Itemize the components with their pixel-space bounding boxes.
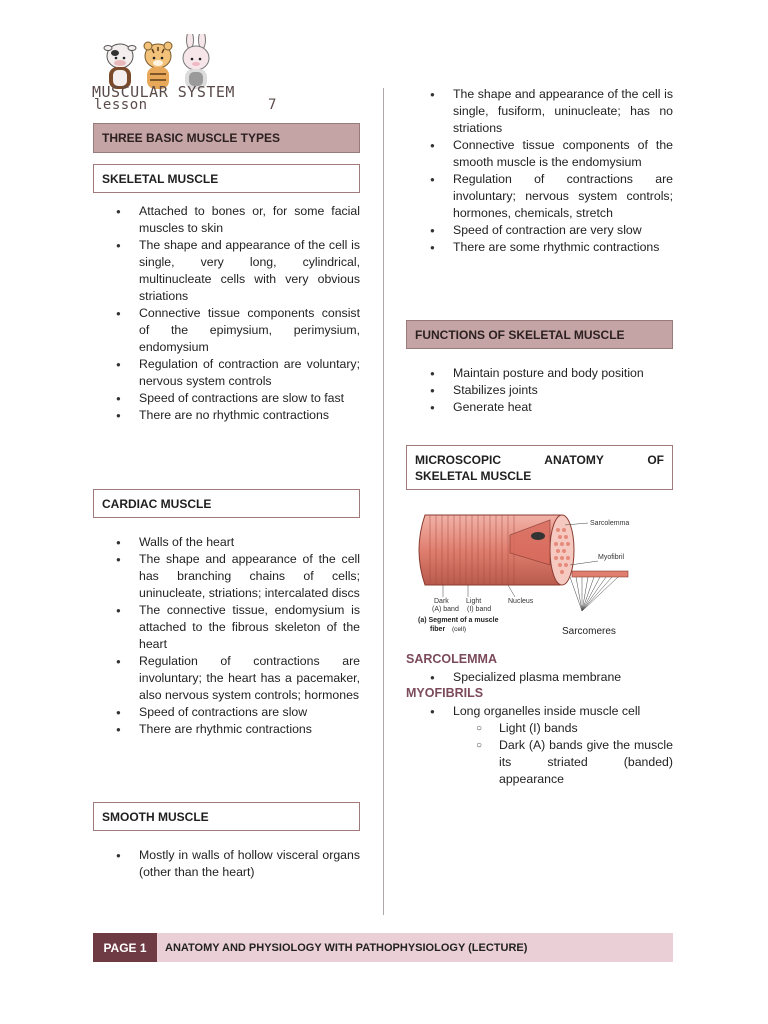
list-item: ● Specialized plasma membrane bbox=[453, 669, 673, 686]
label-myofibril: Myofibril bbox=[598, 554, 625, 561]
list-item: ● Connective tissue components consist of the epimysium, perimysium, endomysium bbox=[139, 305, 360, 356]
list-item: ● Long organelles inside muscle cell bbox=[453, 703, 673, 720]
label-sarcomeres: Sarcomeres bbox=[562, 626, 616, 637]
list-item: ● There are no rhythmic contractions bbox=[139, 407, 360, 424]
myofibrils-sublist bbox=[499, 720, 673, 788]
list-item: ● There are some rhythmic contractions bbox=[453, 239, 673, 256]
lesson-number: 7 bbox=[268, 97, 277, 113]
label-light: Light bbox=[466, 598, 482, 605]
muscle-fiber-figure bbox=[410, 505, 650, 640]
list-item: ○ Dark (A) bands give the muscle its striated (banded) appearance bbox=[499, 737, 673, 788]
list-item: ● The shape and appearance of the cell is single, fusiform, uninucleate; has no striations bbox=[453, 86, 673, 137]
sarcolemma-list bbox=[453, 669, 673, 686]
microscopic-anatomy-line2: SKELETAL MUSCLE bbox=[415, 468, 532, 483]
page-title: MUSCULAR SYSTEM bbox=[92, 83, 235, 101]
cardiac-muscle-heading: CARDIAC MUSCLE bbox=[93, 489, 360, 518]
smooth-muscle-list bbox=[139, 847, 360, 881]
list-item: ● Stabilizes joints bbox=[453, 382, 673, 399]
functions-heading: FUNCTIONS OF SKELETAL MUSCLE bbox=[406, 320, 673, 349]
figure-caption-fiber: fiber bbox=[430, 626, 446, 633]
heading-line1: MICROSCOPIC ANATOMY OF bbox=[415, 452, 664, 467]
list-item: ○ Light (I) bands bbox=[499, 720, 673, 737]
lesson-label: lesson bbox=[94, 97, 148, 113]
label-nucleus: Nucleus bbox=[508, 598, 534, 605]
list-item: ● Regulation of contractions are involuntary; the heart has a pacemaker, also nervous system controls; hormones bbox=[139, 653, 360, 704]
muscle-fiber-illustration bbox=[410, 505, 650, 640]
column-divider bbox=[383, 88, 384, 915]
list-item: ● There are rhythmic contractions bbox=[139, 721, 360, 738]
functions-list bbox=[453, 365, 673, 416]
list-item: ● Speed of contraction are very slow bbox=[453, 222, 673, 239]
microscopic-anatomy-line1 bbox=[415, 452, 664, 468]
list-item: ● Speed of contractions are slow bbox=[139, 704, 360, 721]
page-number-badge: PAGE 1 bbox=[93, 933, 157, 962]
list-item: ● Maintain posture and body position bbox=[453, 365, 673, 382]
course-title-bar: ANATOMY AND PHYSIOLOGY WITH PATHOPHYSIOLOGY (LECTURE) bbox=[157, 933, 673, 962]
label-dark-band: (A) band bbox=[432, 606, 459, 613]
myofibrils-heading: MYOFIBRILS bbox=[406, 686, 484, 700]
figure-caption-cell: (cell) bbox=[452, 626, 467, 633]
skeletal-muscle-heading: SKELETAL MUSCLE bbox=[93, 164, 360, 193]
three-basic-types-heading: THREE BASIC MUSCLE TYPES bbox=[93, 123, 360, 153]
skeletal-muscle-list bbox=[139, 203, 360, 424]
list-item: ● The shape and appearance of the cell has branching chains of cells; uninucleate, striations; intercalated discs bbox=[139, 551, 360, 602]
label-dark: Dark bbox=[434, 598, 449, 605]
smooth-muscle-list-continued bbox=[453, 86, 673, 256]
list-item: ● Mostly in walls of hollow visceral organs (other than the heart) bbox=[139, 847, 360, 881]
list-item: ● Regulation of contraction are voluntary; nervous system controls bbox=[139, 356, 360, 390]
cardiac-muscle-list bbox=[139, 534, 360, 738]
label-light-band: (I) band bbox=[467, 606, 492, 613]
list-item: ● The shape and appearance of the cell is single, very long, cylindrical, multinucleate cells with very obvious striations bbox=[139, 237, 360, 305]
label-sarcolemma: Sarcolemma bbox=[590, 520, 630, 527]
list-item: ● Speed of contractions are slow to fast bbox=[139, 390, 360, 407]
sarcolemma-heading: SARCOLEMMA bbox=[406, 652, 497, 666]
smooth-muscle-heading: SMOOTH MUSCLE bbox=[93, 802, 360, 831]
list-item: ● Attached to bones or, for some facial muscles to skin bbox=[139, 203, 360, 237]
microscopic-anatomy-heading bbox=[406, 445, 673, 490]
list-item: ● Walls of the heart bbox=[139, 534, 360, 551]
figure-caption-line1: (a) Segment of a muscle bbox=[418, 617, 499, 624]
list-item: ● The connective tissue, endomysium is attached to the fibrous skeleton of the heart bbox=[139, 602, 360, 653]
list-item: ● Generate heat bbox=[453, 399, 673, 416]
list-item: ● Connective tissue components of the smooth muscle is the endomysium bbox=[453, 137, 673, 171]
list-item: ● Regulation of contractions are involuntary; nervous system controls; hormones, chemicals, stretch bbox=[453, 171, 673, 222]
myofibrils-list bbox=[453, 703, 673, 720]
